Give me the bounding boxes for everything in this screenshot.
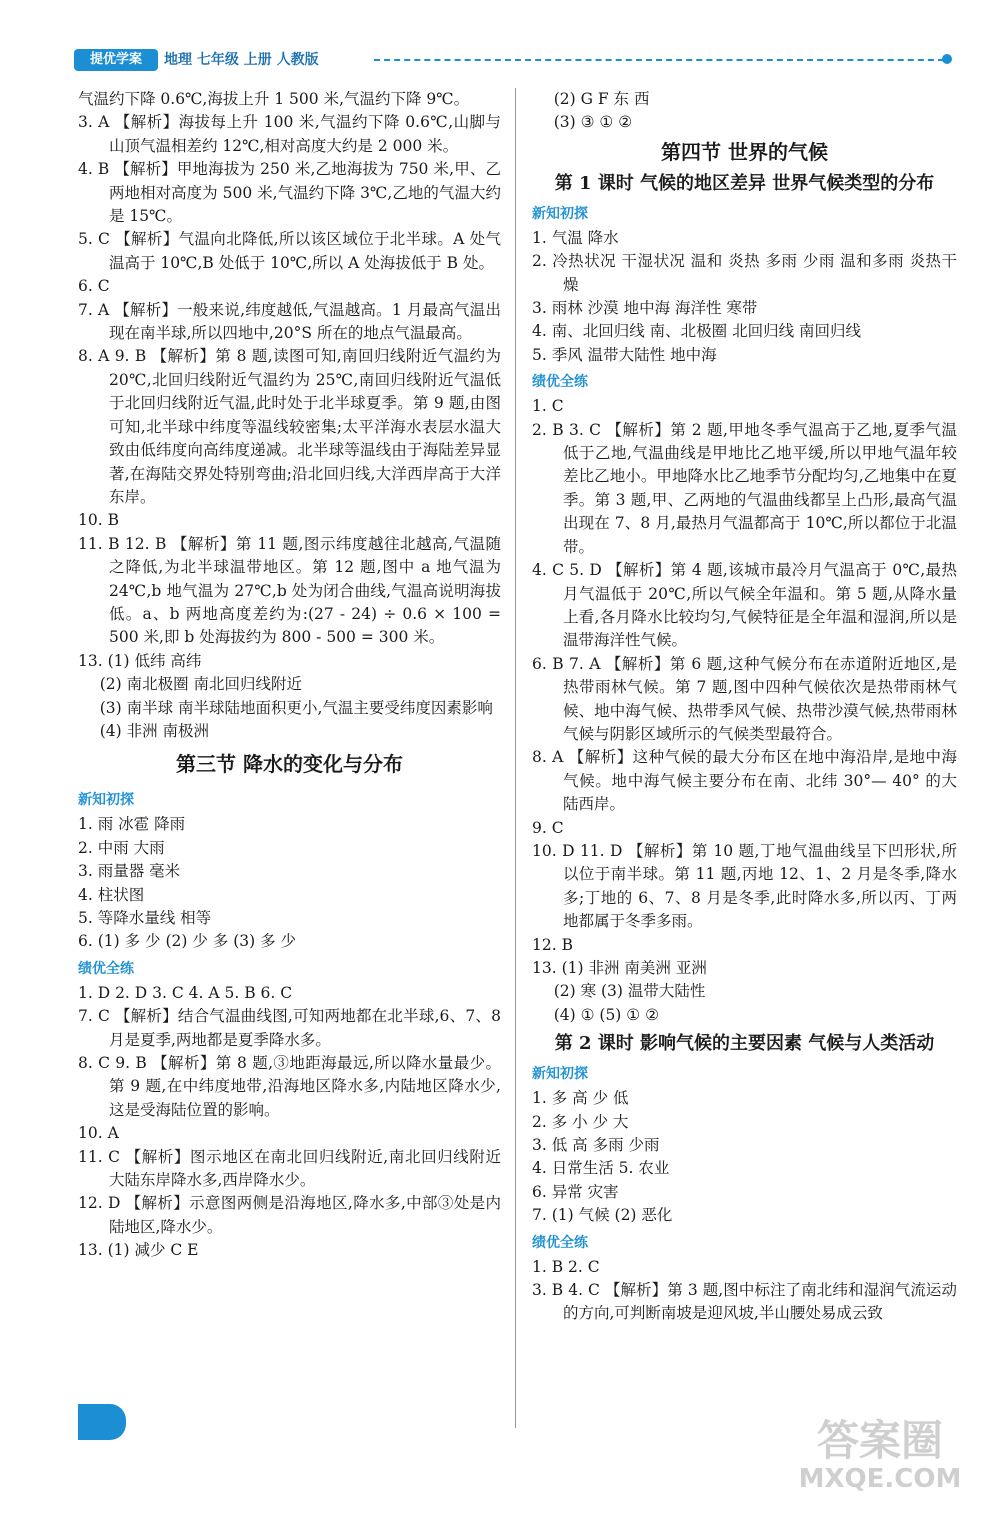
answer-line: 9. C — [532, 818, 564, 837]
right-column — [532, 88, 957, 1326]
section-tag: 绩优全练 — [532, 374, 588, 391]
answer-subline: (2) 南北极圈 南北回归线附近 — [99, 675, 302, 694]
answer-line: 3. 低 高 多雨 少雨 — [532, 1136, 660, 1155]
watermark-sub: MXQE.COM — [798, 1464, 962, 1494]
answer-line: 13. (1) 低纬 高纬 — [78, 651, 202, 670]
answer-line: 1. B 2. C — [532, 1257, 600, 1276]
answer-subline: (3) ③ ① ② — [553, 113, 633, 132]
answer-line: 1. D 2. D 3. C 4. A 5. B 6. C — [78, 983, 293, 1002]
answer-line: 6. C — [78, 277, 110, 296]
answer-line: 7. (1) 气候 (2) 恶化 — [532, 1206, 673, 1225]
answer-subline: (4) ① (5) ① ② — [553, 1005, 659, 1024]
answer-line: 6. (1) 多 少 (2) 少 多 (3) 多 少 — [78, 932, 296, 951]
header-divider — [374, 59, 944, 61]
answer-line: 7. C 【解析】结合气温曲线图,可知两地都在北半球,6、7、8 月是夏季,两地都是夏季降水多。 — [78, 1007, 501, 1049]
answer-subline: (3) 南半球 南半球陆地面积更小,气温主要受纬度因素影响 — [99, 698, 493, 717]
brand-badge: 提优学案 — [74, 49, 158, 71]
answer-line: 8. C 9. B 【解析】第 8 题,③地距海最远,所以降水量最少。第 9 题,在中纬度地带,沿海地区降水多,内陆地区降水少,这是受海陆位置的影响。 — [78, 1054, 501, 1119]
answer-subline: (2) G F 东 西 — [553, 90, 650, 108]
answer-line: 3. B 4. C 【解析】第 3 题,图中标注了南北纬和湿润气流运动的方向,可判断南坡是迎风坡,半山腰处易成云致 — [532, 1281, 957, 1323]
lesson-title: 第 1 课时 气候的地区差异 世界气候类型的分布 — [554, 172, 935, 194]
answer-line: 4. 日常生活 5. 农业 — [532, 1159, 670, 1178]
answer-line: 8. A 【解析】这种气候的最大分布区在地中海沿岸,是地中海气候。地中海气候主要分布在南、北纬 30°— 40° 的大陆西岸。 — [532, 748, 957, 814]
answer-line: 1. 多 高 少 低 — [532, 1089, 629, 1108]
section-title: 第三节 降水的变化与分布 — [176, 752, 403, 777]
answer-line: 3. A 【解析】海拔每上升 100 米,气温约下降 0.6℃,山脚与山顶气温相差约 12℃,相对高度大约是 2 000 米。 — [78, 113, 501, 155]
answer-line: 4. 柱状图 — [78, 885, 145, 904]
answer-line: 2. 多 小 少 大 — [532, 1112, 629, 1131]
section-tag: 绩优全练 — [78, 960, 134, 977]
answer-line: 8. A 9. B 【解析】第 8 题,读图可知,南回归线附近气温约为 20℃,北回归线附近气温约为 25℃,南回归线附近气温低于北回归线附近气温,此时处于北半球夏季。第 9 题,由图可知,北半球中纬度等温线较密集;太平洋海水表层水温大致由低纬度向高纬度递减。北半球等温线由于海陆差异显著,在海陆交界处特别弯曲;沿北回归线,大洋西岸高于大洋东岸。 — [78, 347, 501, 506]
section-tag: 新知初探 — [532, 1066, 588, 1083]
answer-line: 3. 雨量器 毫米 — [78, 862, 181, 881]
answer-line: 气温约下降 0.6℃,海拔上升 1 500 米,气温约下降 9℃。 — [78, 90, 470, 108]
answer-line: 7. A 【解析】一般来说,纬度越低,气温越高。1 月最高气温出现在南半球,所以四地中,20°S 所在的地点气温最高。 — [78, 300, 501, 343]
answer-subline: (2) 寒 (3) 温带大陆性 — [553, 982, 706, 1001]
answer-line: 1. C — [532, 397, 564, 416]
watermark-logo — [780, 1418, 980, 1498]
section-title: 第四节 世界的气候 — [661, 139, 828, 164]
answer-line: 2. B 3. C 【解析】第 2 题,甲地冬季气温高于乙地,夏季气温低于乙地,气温曲线是甲地比乙地平缓,所以甲地气温年较差比乙地小。甲地降水比乙地季节分配均匀,乙地集中在夏季。第 3 题,甲、乙两地的气温曲线都呈上凸形,最高气温出现在 7、8 月,最热月气温都高于 10℃,所以都位于北温带。 — [532, 420, 957, 556]
answer-line: 12. D 【解析】示意图两侧是沿海地区,降水多,中部③处是内陆地区,降水少。 — [78, 1194, 501, 1236]
answer-line: 4. 南、北回归线 南、北极圈 北回归线 南回归线 — [532, 322, 861, 341]
watermark-main: 答案圈 — [816, 1416, 943, 1465]
answer-line: 2. 中雨 大雨 — [78, 838, 165, 857]
answer-line: 12. B — [532, 935, 573, 954]
left-column — [78, 88, 501, 1263]
answer-line: 11. B 12. B 【解析】第 11 题,图示纬度越往北越高,气温随之降低,为北半球温带地区。第 12 题,图中 a 地气温为 24℃,b 地气温为 27℃,b 处为闭合曲线,气温高说明海拔低。a、b 两地高度差约为:(27 - 24) ÷ 0.6 × 100 = 500 米,即 b 处海拔约为 800 - 500 = 300 米。 — [78, 534, 501, 647]
answer-line: 5. C 【解析】气温向北降低,所以该区域位于北半球。A 处气温高于 10℃,B 处低于 10℃,所以 A 处海拔低于 B 处。 — [78, 230, 501, 272]
section-tag: 新知初探 — [78, 792, 134, 809]
answer-line: 4. C 5. D 【解析】第 4 题,该城市最冷月气温高于 0℃,最热月气温低于 20℃,所以气候全年温和。第 5 题,从降水量上看,各月降水比较均匀,气候特征是全年温和湿润,所以是温带海洋性气候。 — [532, 561, 957, 650]
answer-line: 6. 异常 灾害 — [532, 1182, 619, 1201]
section-tag: 绩优全练 — [532, 1234, 588, 1251]
answer-line: 6. B 7. A 【解析】第 6 题,这种气候分布在赤道附近地区,是热带雨林气候。第 7 题,图中四种气候依次是热带雨林气候、地中海气候、热带季风气候、热带沙漠气候,热带雨林气候与阴影区域所示的气候类型最符合。 — [532, 654, 957, 743]
answer-line: 3. 雨林 沙漠 地中海 海洋性 寒带 — [532, 299, 758, 318]
answer-line: 2. 冷热状况 干湿状况 温和 炎热 多雨 少雨 温和多雨 炎热干燥 — [532, 252, 957, 294]
answer-line: 10. A — [78, 1124, 119, 1143]
page-header — [74, 49, 954, 71]
answer-subline: (4) 非洲 南极洲 — [99, 721, 209, 740]
answer-line: 11. C 【解析】图示地区在南北回归线附近,南北回归线附近大陆东岸降水多,西岸降水少。 — [78, 1147, 501, 1190]
lesson-title: 第 2 课时 影响气候的主要因素 气候与人类活动 — [554, 1033, 935, 1055]
column-divider — [515, 88, 516, 1428]
answer-line: 1. 雨 冰雹 降雨 — [78, 815, 186, 834]
page-number-tab — [78, 1404, 126, 1440]
answer-line: 13. (1) 减少 C E — [78, 1241, 199, 1260]
answer-line: 10. B — [78, 511, 119, 530]
answer-line: 10. D 11. D 【解析】第 10 题,丁地气温曲线呈下凹形状,所以位于南半球。第 11 题,丙地 12、1、2 月是冬季,降水多;丁地的 6、7、8 月是冬季,此时降水多,所以丙、丁两地都属于冬季多雨。 — [532, 841, 957, 931]
answer-line: 4. B 【解析】甲地海拔为 250 米,乙地海拔为 750 米,甲、乙两地相对高度为 500 米,气温约下降 3℃,乙地的气温大约是 15℃。 — [78, 160, 501, 226]
answer-line: 5. 季风 温带大陆性 地中海 — [532, 345, 717, 364]
header-text: 地理 七年级 上册 人教版 — [164, 52, 319, 68]
answer-line: 1. 气温 降水 — [532, 228, 619, 247]
answer-line: 13. (1) 非洲 南美洲 亚洲 — [532, 959, 707, 977]
header-dot — [942, 54, 952, 64]
answer-line: 5. 等降水量线 相等 — [78, 909, 212, 927]
section-tag: 新知初探 — [532, 205, 588, 222]
